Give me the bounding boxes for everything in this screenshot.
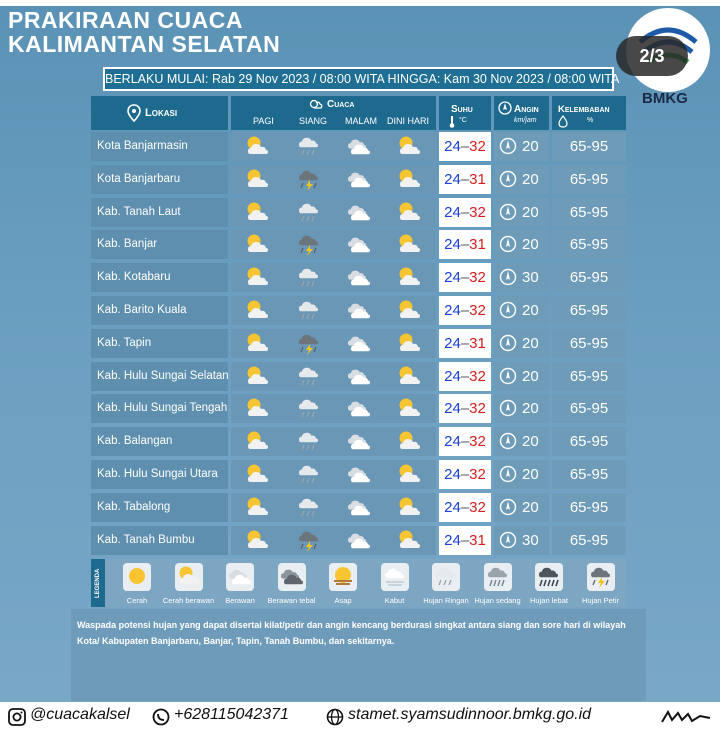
wind-direction-icon	[499, 170, 517, 188]
header-angin-label: Angin	[514, 104, 539, 115]
legend-hujan-ringan-icon	[432, 563, 460, 591]
humidity-range: 65-95	[552, 165, 626, 194]
wind-direction-icon	[499, 465, 517, 483]
header-lokasi	[91, 96, 228, 130]
location-name: Kab. Tanah Bumbu	[91, 526, 228, 555]
weather-hujan-ringan-icon	[297, 496, 321, 518]
page-indicator-badge[interactable]: 2/3	[616, 36, 688, 76]
temperature-min: 24	[444, 203, 461, 221]
humidity-range: 65-95	[552, 132, 626, 161]
location-name: Kab. Barito Kuala	[91, 296, 228, 325]
humidity-range: 65-95	[552, 362, 626, 391]
location-name: Kab. Tanah Laut	[91, 198, 228, 227]
location-pin-icon	[127, 104, 141, 122]
temperature-max: 31	[469, 531, 486, 549]
weather-berawan-icon	[347, 233, 371, 255]
wind-direction-icon	[499, 301, 517, 319]
weather-hujan-ringan-icon	[297, 201, 321, 223]
wind-speed-cell	[494, 296, 549, 325]
weather-cerah-berawan-icon	[245, 135, 269, 157]
table-row	[91, 296, 626, 325]
signature-icon	[660, 708, 712, 726]
weather-cerah-berawan-icon	[245, 365, 269, 387]
location-name: Kab. Hulu Sungai Utara	[91, 460, 228, 489]
legend-label: Berawan tebal	[267, 596, 316, 605]
humidity-range: 65-95	[552, 493, 626, 522]
wind-speed-cell	[494, 493, 549, 522]
title-line-2: KALIMANTAN SELATAN	[8, 31, 281, 57]
temperature-max: 32	[469, 400, 486, 418]
temperature-max: 32	[469, 269, 486, 287]
weather-cells	[231, 427, 436, 456]
temperature-min: 24	[444, 236, 461, 254]
legend-label: Hujan Ringan	[423, 596, 469, 605]
temperature-max: 32	[469, 367, 486, 385]
temperature-separator: –	[460, 367, 470, 385]
temperature-min: 24	[444, 334, 461, 352]
humidity-range: 65-95	[552, 394, 626, 423]
temperature-max: 31	[469, 334, 486, 352]
weather-cerah-berawan-icon	[397, 299, 421, 321]
table-row	[91, 460, 626, 489]
wind-speed: 20	[522, 170, 539, 188]
legend-cerah-berawan-icon	[175, 563, 203, 591]
wind-speed-cell	[494, 198, 549, 227]
humidity-range: 65-95	[552, 460, 626, 489]
wind-speed: 20	[522, 334, 539, 352]
contact-footer	[0, 702, 720, 733]
title-line-1: PRAKIRAAN CUACA	[8, 7, 243, 33]
wind-direction-icon	[499, 203, 517, 221]
table-row	[91, 526, 626, 555]
temperature-max: 32	[469, 433, 486, 451]
wind-direction-icon	[499, 334, 517, 352]
temperature-separator: –	[460, 170, 470, 188]
humidity-range: 65-95	[552, 296, 626, 325]
wind-speed: 20	[522, 367, 539, 385]
weather-hujan-petir-icon	[297, 168, 321, 190]
wind-speed: 20	[522, 203, 539, 221]
weather-berawan-icon	[347, 168, 371, 190]
weather-cerah-berawan-icon	[397, 233, 421, 255]
header-suhu	[439, 96, 491, 130]
temperature-max: 32	[469, 302, 486, 319]
humidity-range: 65-95	[552, 526, 626, 555]
whatsapp-number[interactable]: +628115042371	[174, 706, 289, 723]
instagram-handle[interactable]: @cuacakalsel	[30, 706, 130, 723]
legend-cerah-icon	[123, 563, 151, 591]
location-name: Kota Banjarmasin	[91, 132, 228, 161]
location-name: Kab. Tabalong	[91, 493, 228, 522]
temperature-separator: –	[460, 498, 470, 516]
temperature-min: 24	[444, 302, 461, 319]
legend-label: Cerah	[126, 596, 148, 605]
whatsapp-icon	[152, 708, 170, 726]
temperature-range	[439, 493, 491, 522]
header-period-siang: SIANG	[299, 116, 328, 126]
weather-cells	[231, 230, 436, 259]
temperature-max: 31	[469, 170, 486, 188]
temperature-min: 24	[444, 400, 461, 418]
weather-cerah-berawan-icon	[397, 365, 421, 387]
wind-speed-cell	[494, 165, 549, 194]
temperature-max: 32	[469, 203, 486, 221]
wind-speed-cell	[494, 230, 549, 259]
temperature-min: 24	[444, 269, 461, 287]
temperature-min: 24	[444, 531, 461, 549]
temperature-min: 24	[444, 170, 461, 188]
humidity-range: 65-95	[552, 427, 626, 456]
weather-berawan-icon	[347, 397, 371, 419]
weather-cerah-berawan-icon	[397, 397, 421, 419]
wind-direction-icon	[499, 498, 517, 516]
temperature-range	[439, 329, 491, 358]
weather-cells	[231, 394, 436, 423]
location-name: Kab. Hulu Sungai Tengah	[91, 394, 228, 423]
legend-item	[111, 563, 163, 607]
legend-label: Asap	[334, 596, 352, 605]
website-url[interactable]: stamet.syamsudinnoor.bmkg.go.id	[348, 706, 592, 723]
weather-cerah-berawan-icon	[245, 463, 269, 485]
legend-hujan-sedang-icon	[484, 563, 512, 591]
wind-direction-icon	[499, 235, 517, 253]
weather-cells	[231, 296, 436, 325]
location-name: Kab. Balangan	[91, 427, 228, 456]
humidity-range: 65-95	[552, 329, 626, 358]
weather-cerah-berawan-icon	[397, 496, 421, 518]
temperature-range	[439, 362, 491, 391]
wind-speed-cell	[494, 329, 549, 358]
table-row	[91, 493, 626, 522]
weather-cerah-berawan-icon	[245, 496, 269, 518]
wind-speed-cell	[494, 132, 549, 161]
legend-item	[523, 563, 575, 607]
globe-icon	[326, 708, 344, 726]
header-period-dini-hari: DINI HARI	[387, 116, 430, 126]
temperature-separator: –	[460, 531, 470, 549]
temperature-max: 31	[469, 236, 486, 254]
weather-cells	[231, 198, 436, 227]
weather-berawan-icon	[347, 365, 371, 387]
weather-hujan-ringan-icon	[297, 299, 321, 321]
weather-cells	[231, 165, 436, 194]
temperature-range	[439, 394, 491, 423]
table-row	[91, 263, 626, 292]
temperature-range	[439, 198, 491, 227]
header-lokasi-label: Lokasi	[145, 107, 178, 119]
weather-cerah-berawan-icon	[397, 266, 421, 288]
poster-title	[8, 8, 280, 56]
temperature-separator: –	[460, 334, 470, 352]
legend-hujan-petir-icon	[587, 563, 615, 591]
weather-berawan-icon	[347, 332, 371, 354]
table-row	[91, 362, 626, 391]
legend-item	[317, 563, 369, 607]
weather-berawan-icon	[347, 201, 371, 223]
wind-speed: 20	[522, 498, 539, 516]
validity-period: BERLAKU MULAI: Rab 29 Nov 2023 / 08:00 WITA HINGGA: Kam 30 Nov 2023 / 08:00 WITA	[103, 67, 614, 91]
wind-header-icon	[498, 101, 512, 115]
legend	[91, 559, 626, 607]
weather-header-icon	[309, 98, 323, 110]
weather-cerah-berawan-icon	[245, 266, 269, 288]
bmkg-logo-text: BMKG	[642, 90, 688, 107]
header-kelembaban	[552, 96, 626, 130]
temperature-separator: –	[460, 203, 470, 221]
header-kelembaban-label: Kelembaban	[558, 104, 610, 115]
temperature-max: 32	[469, 138, 486, 155]
weather-cerah-berawan-icon	[245, 201, 269, 223]
wind-speed: 20	[522, 138, 539, 155]
weather-cerah-berawan-icon	[245, 233, 269, 255]
temperature-separator: –	[460, 138, 470, 155]
legend-hujan-lebat-icon	[535, 563, 563, 591]
temperature-range	[439, 427, 491, 456]
weather-cells	[231, 362, 436, 391]
weather-hujan-petir-icon	[297, 332, 321, 354]
wind-speed-cell	[494, 362, 549, 391]
weather-berawan-icon	[347, 496, 371, 518]
temperature-separator: –	[460, 269, 470, 287]
wind-direction-icon	[499, 531, 517, 549]
humidity-range: 65-95	[552, 230, 626, 259]
weather-cells	[231, 493, 436, 522]
temperature-range	[439, 460, 491, 489]
weather-hujan-petir-icon	[297, 233, 321, 255]
wind-speed-cell	[494, 526, 549, 555]
location-name: Kota Banjarbaru	[91, 165, 228, 194]
wind-speed: 20	[522, 302, 539, 319]
weather-berawan-icon	[347, 529, 371, 551]
weather-berawan-icon	[347, 135, 371, 157]
weather-cerah-berawan-icon	[245, 168, 269, 190]
legend-item	[575, 563, 627, 607]
header-angin	[494, 96, 549, 130]
legend-item	[266, 563, 318, 607]
weather-cerah-berawan-icon	[245, 299, 269, 321]
header-suhu-unit: °C	[459, 117, 467, 124]
legend-label: Berawan	[225, 596, 255, 605]
table-row	[91, 198, 626, 227]
table-row	[91, 132, 626, 161]
wind-speed: 20	[522, 236, 539, 254]
wind-direction-icon	[499, 268, 517, 286]
weather-cells	[231, 132, 436, 161]
legend-label: Hujan Petir	[581, 596, 620, 605]
temperature-range	[439, 296, 491, 325]
weather-cerah-berawan-icon	[245, 332, 269, 354]
location-name: Kab. Banjar	[91, 230, 228, 259]
wind-direction-icon	[499, 432, 517, 450]
location-name: Kab. Hulu Sungai Selatan	[91, 362, 228, 391]
temperature-min: 24	[444, 138, 461, 155]
temperature-separator: –	[460, 400, 470, 418]
weather-cerah-berawan-icon	[245, 397, 269, 419]
temperature-range	[439, 263, 491, 292]
header-angin-unit: km/jam	[514, 117, 537, 124]
weather-cerah-berawan-icon	[397, 332, 421, 354]
temperature-range	[439, 132, 491, 161]
legend-label: Cerah berawan	[162, 596, 215, 605]
weather-hujan-ringan-icon	[297, 266, 321, 288]
legend-item	[420, 563, 472, 607]
weather-cerah-berawan-icon	[245, 430, 269, 452]
humidity-range: 65-95	[552, 198, 626, 227]
header-suhu-label: Suhu	[451, 104, 473, 115]
legend-item	[472, 563, 524, 607]
weather-cells	[231, 526, 436, 555]
legend-berawan-tebal-icon	[278, 563, 306, 591]
temperature-min: 24	[444, 498, 461, 516]
weather-cerah-berawan-icon	[397, 201, 421, 223]
temperature-min: 24	[444, 367, 461, 385]
weather-cerah-berawan-icon	[397, 529, 421, 551]
humidity-range: 65-95	[552, 263, 626, 292]
weather-berawan-icon	[347, 266, 371, 288]
legend-item	[163, 563, 215, 607]
temperature-range	[439, 526, 491, 555]
weather-warning: Waspada potensi hujan yang dapat disertai kilat/petir dan angin kencang berdurasi singkat antara siang dan sore hari di wilayah Kota/ Kabupaten Banjarbaru, Banjar, Tapin, Tanah Bumbu, dan sekitarnya.	[71, 609, 646, 701]
wind-speed: 30	[522, 531, 539, 549]
weather-hujan-petir-icon	[297, 529, 321, 551]
weather-hujan-ringan-icon	[297, 365, 321, 387]
temperature-range	[439, 230, 491, 259]
table-row	[91, 394, 626, 423]
weather-cells	[231, 329, 436, 358]
weather-berawan-icon	[347, 299, 371, 321]
table-row	[91, 165, 626, 194]
wind-direction-icon	[499, 399, 517, 417]
table-row	[91, 329, 626, 358]
weather-berawan-icon	[347, 463, 371, 485]
legend-item	[214, 563, 266, 607]
header-period-malam: MALAM	[345, 116, 378, 126]
wind-speed-cell	[494, 460, 549, 489]
humidity-drop-icon	[558, 115, 568, 128]
temperature-max: 32	[469, 498, 486, 516]
location-name: Kab. Kotabaru	[91, 263, 228, 292]
legend-item	[369, 563, 421, 607]
legend-label: Hujan sedang	[474, 596, 521, 605]
wind-speed: 20	[522, 466, 539, 483]
header-period-pagi: PAGI	[253, 116, 274, 126]
weather-cerah-berawan-icon	[397, 463, 421, 485]
weather-hujan-ringan-icon	[297, 463, 321, 485]
top-border	[0, 0, 720, 6]
temperature-separator: –	[460, 236, 470, 254]
legend-label: Hujan lebat	[530, 596, 568, 605]
weather-berawan-icon	[347, 430, 371, 452]
weather-cells	[231, 460, 436, 489]
wind-speed-cell	[494, 394, 549, 423]
weather-hujan-ringan-icon	[297, 135, 321, 157]
table-row	[91, 230, 626, 259]
weather-cells	[231, 263, 436, 292]
weather-cerah-berawan-icon	[397, 135, 421, 157]
temperature-separator: –	[460, 433, 470, 451]
weather-hujan-ringan-icon	[297, 397, 321, 419]
wind-direction-icon	[499, 137, 517, 155]
legend-kabut-icon	[381, 563, 409, 591]
instagram-icon	[8, 708, 26, 726]
legend-tag: LEGENDA	[91, 559, 105, 607]
wind-direction-icon	[499, 367, 517, 385]
legend-berawan-icon	[226, 563, 254, 591]
temperature-separator: –	[460, 466, 470, 483]
legend-label: Kabut	[384, 596, 405, 605]
wind-speed-cell	[494, 427, 549, 456]
temperature-min: 24	[444, 433, 461, 451]
wind-speed: 30	[522, 269, 539, 287]
thermometer-icon	[449, 116, 455, 128]
location-name: Kab. Tapin	[91, 329, 228, 358]
weather-hujan-ringan-icon	[297, 430, 321, 452]
temperature-separator: –	[460, 302, 470, 319]
weather-cerah-berawan-icon	[245, 529, 269, 551]
header-kelembaban-unit: %	[587, 117, 594, 124]
table-row	[91, 427, 626, 456]
temperature-max: 32	[469, 466, 486, 483]
wind-speed-cell	[494, 263, 549, 292]
wind-speed: 20	[522, 400, 539, 418]
wind-speed: 20	[522, 433, 539, 451]
weather-cerah-berawan-icon	[397, 430, 421, 452]
temperature-min: 24	[444, 466, 461, 483]
weather-cerah-berawan-icon	[397, 168, 421, 190]
temperature-range	[439, 165, 491, 194]
header-cuaca	[231, 96, 436, 130]
legend-asap-icon	[329, 563, 357, 591]
header-cuaca-label: Cuaca	[327, 99, 355, 110]
